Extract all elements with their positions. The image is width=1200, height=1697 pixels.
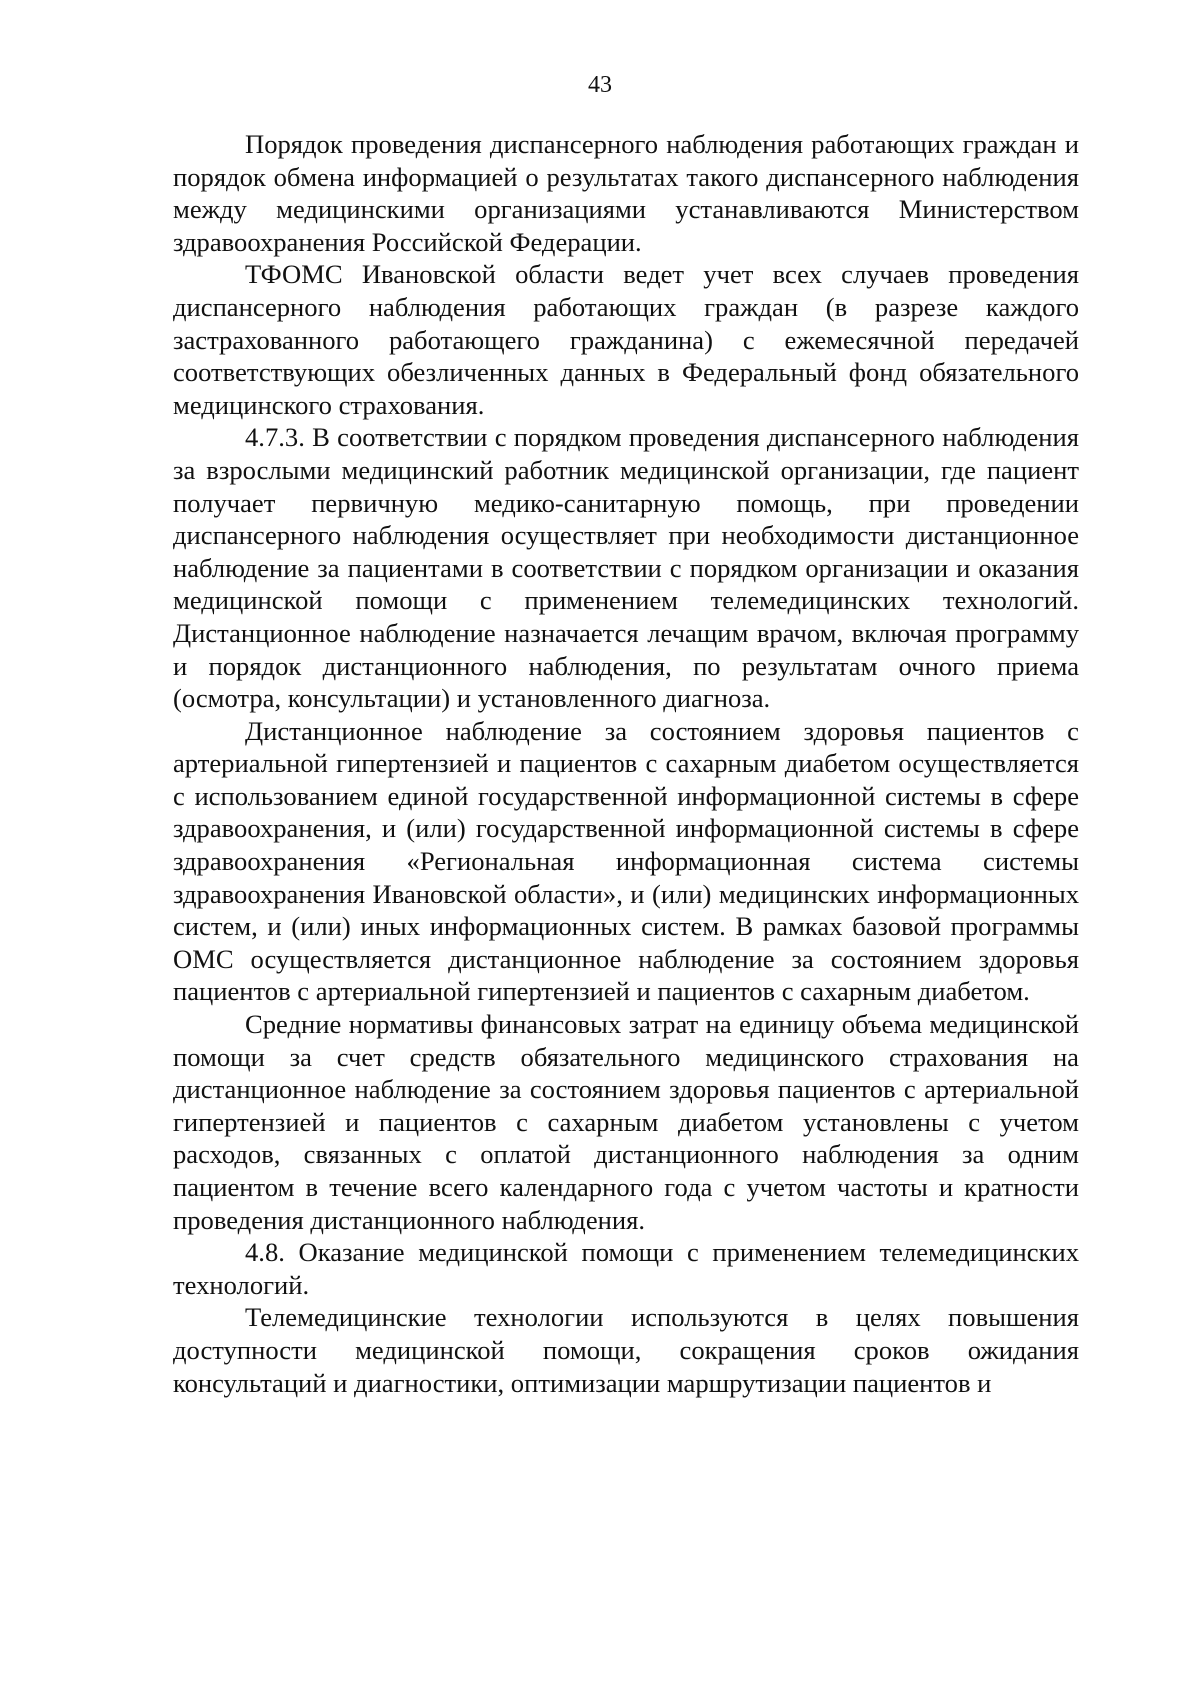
paragraph: Телемедицинские технологии используются в целях повышения доступности медицинской помощи, сокращения сроков ожидания консультаций и диагностики, оптимизации маршрутизации пациентов и: [173, 1302, 1079, 1398]
paragraph: Дистанционное наблюдение за состоянием здоровья пациентов с артериальной гипертензией и пациентов с сахарным диабетом осуществляется с использованием единой государственной информационной системы в сфере здравоохранения, и (или) государственной информационной системы в сфере здравоохранения «Региональная информационная система системы здравоохранения Ивановской области», и (или) медицинских информационных систем, и (или) иных информационных систем. В рамках базовой программы ОМС осуществляется дистанционное наблюдение за состоянием здоровья пациентов с артериальной гипертензией и пациентов с сахарным диабетом.: [173, 715, 1079, 1007]
paragraph: ТФОМС Ивановской области ведет учет всех случаев проведения диспансерного наблюдения работающих граждан (в разрезе каждого застрахованного работающего гражданина) с ежемесячной передачей соответствующих обезличенных данных в Федеральный фонд обязательного медицинского страхования.: [173, 259, 1079, 420]
paragraph: Порядок проведения диспансерного наблюдения работающих граждан и порядок обмена информацией о результатах такого диспансерного наблюдения между медицинскими организациями устанавливаются Министерством здравоохранения Российской Федерации.: [173, 129, 1079, 257]
document-body: [173, 128, 1079, 1399]
page-number: 43: [588, 72, 612, 98]
section-heading: 4.8. Оказание медицинской помощи с применением телемедицинских технологий.: [173, 1237, 1079, 1300]
paragraph: 4.7.3. В соответствии с порядком проведения диспансерного наблюдения за взрослыми медицинский работник медицинской организации, где пациент получает первичную медико-санитарную помощь, при проведении диспансерного наблюдения осуществляет при необходимости дистанционное наблюдение за пациентами в соответствии с порядком организации и оказания медицинской помощи с применением телемедицинских технологий. Дистанционное наблюдение назначается лечащим врачом, включая программу и порядок дистанционного наблюдения, по результатам очного приема (осмотра, консультации) и установленного диагноза.: [173, 422, 1079, 714]
paragraph: Средние нормативы финансовых затрат на единицу объема медицинской помощи за счет средств обязательного медицинского страхования на дистанционное наблюдение за состоянием здоровья пациентов с артериальной гипертензией и пациентов с сахарным диабетом установлены с учетом расходов, связанных с оплатой дистанционного наблюдения за одним пациентом в течение всего календарного года с учетом частоты и кратности проведения дистанционного наблюдения.: [173, 1009, 1079, 1235]
